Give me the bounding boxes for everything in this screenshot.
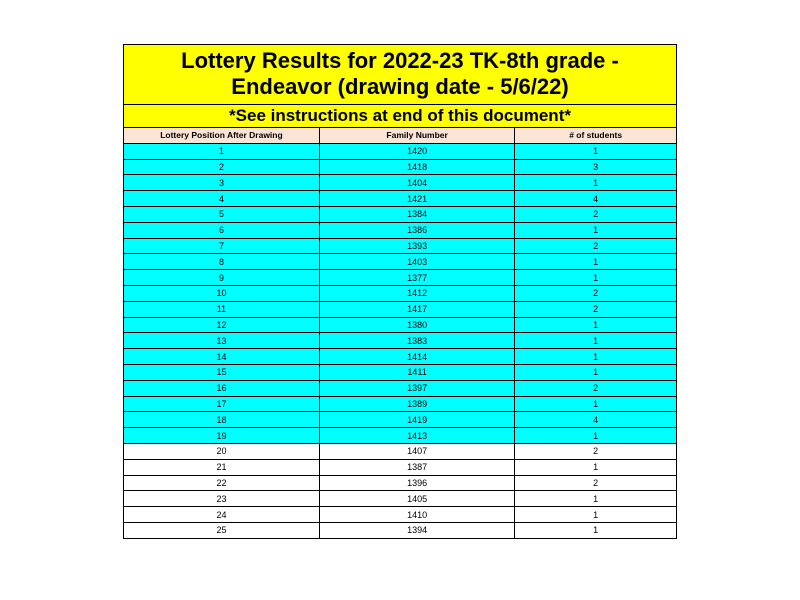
cell-student-count: 1 <box>515 175 676 191</box>
cell-position: 21 <box>124 459 319 475</box>
cell-position: 10 <box>124 285 319 301</box>
cell-student-count: 1 <box>515 396 676 412</box>
cell-position: 7 <box>124 238 319 254</box>
table-row <box>124 364 676 380</box>
cell-student-count: 4 <box>515 412 676 428</box>
cell-student-count: 1 <box>515 254 676 270</box>
column-header-family: Family Number <box>319 128 514 143</box>
cell-position: 25 <box>124 522 319 537</box>
cell-position: 24 <box>124 507 319 523</box>
instructions-note: *See instructions at end of this document* <box>124 105 676 128</box>
table-row <box>124 475 676 491</box>
title-banner <box>124 45 676 105</box>
cell-family-number: 1420 <box>319 143 514 159</box>
cell-student-count: 1 <box>515 222 676 238</box>
cell-family-number: 1407 <box>319 443 514 459</box>
cell-position: 20 <box>124 443 319 459</box>
table-header-row <box>124 128 676 143</box>
table-row <box>124 317 676 333</box>
cell-student-count: 2 <box>515 285 676 301</box>
table-row <box>124 380 676 396</box>
cell-family-number: 1417 <box>319 301 514 317</box>
cell-student-count: 1 <box>515 507 676 523</box>
cell-position: 12 <box>124 317 319 333</box>
cell-position: 11 <box>124 301 319 317</box>
cell-position: 3 <box>124 175 319 191</box>
cell-family-number: 1403 <box>319 254 514 270</box>
table-row <box>124 238 676 254</box>
cell-student-count: 1 <box>515 349 676 365</box>
cell-student-count: 4 <box>515 191 676 207</box>
title-line-2: Endeavor (drawing date - 5/6/22) <box>231 74 569 99</box>
table-row <box>124 222 676 238</box>
table-row <box>124 191 676 207</box>
cell-student-count: 2 <box>515 206 676 222</box>
table-row <box>124 333 676 349</box>
cell-student-count: 2 <box>515 238 676 254</box>
table-row <box>124 443 676 459</box>
cell-student-count: 2 <box>515 443 676 459</box>
cell-family-number: 1419 <box>319 412 514 428</box>
table-row <box>124 522 676 537</box>
cell-position: 13 <box>124 333 319 349</box>
cell-family-number: 1396 <box>319 475 514 491</box>
cell-student-count: 1 <box>515 459 676 475</box>
cell-family-number: 1421 <box>319 191 514 207</box>
table-row <box>124 285 676 301</box>
table-row <box>124 143 676 159</box>
cell-family-number: 1397 <box>319 380 514 396</box>
cell-student-count: 2 <box>515 380 676 396</box>
cell-student-count: 1 <box>515 364 676 380</box>
cell-family-number: 1418 <box>319 159 514 175</box>
cell-family-number: 1412 <box>319 285 514 301</box>
results-table-body <box>124 143 676 537</box>
cell-position: 4 <box>124 191 319 207</box>
cell-family-number: 1384 <box>319 206 514 222</box>
cell-position: 19 <box>124 428 319 444</box>
cell-student-count: 1 <box>515 522 676 537</box>
cell-position: 16 <box>124 380 319 396</box>
table-row <box>124 396 676 412</box>
cell-family-number: 1383 <box>319 333 514 349</box>
cell-student-count: 1 <box>515 143 676 159</box>
cell-family-number: 1377 <box>319 270 514 286</box>
table-row <box>124 412 676 428</box>
cell-position: 2 <box>124 159 319 175</box>
cell-position: 6 <box>124 222 319 238</box>
cell-student-count: 1 <box>515 317 676 333</box>
cell-position: 14 <box>124 349 319 365</box>
cell-family-number: 1393 <box>319 238 514 254</box>
cell-family-number: 1410 <box>319 507 514 523</box>
cell-position: 23 <box>124 491 319 507</box>
cell-position: 17 <box>124 396 319 412</box>
title-line-1: Lottery Results for 2022-23 TK-8th grade - <box>181 48 619 73</box>
cell-student-count: 1 <box>515 491 676 507</box>
table-row <box>124 206 676 222</box>
cell-family-number: 1411 <box>319 364 514 380</box>
cell-student-count: 3 <box>515 159 676 175</box>
table-row <box>124 159 676 175</box>
cell-position: 15 <box>124 364 319 380</box>
lottery-results-sheet <box>123 44 677 539</box>
column-header-position: Lottery Position After Drawing <box>124 128 319 143</box>
cell-family-number: 1389 <box>319 396 514 412</box>
table-row <box>124 491 676 507</box>
cell-family-number: 1404 <box>319 175 514 191</box>
cell-student-count: 2 <box>515 301 676 317</box>
cell-student-count: 1 <box>515 428 676 444</box>
table-row <box>124 459 676 475</box>
cell-position: 5 <box>124 206 319 222</box>
table-row <box>124 254 676 270</box>
table-row <box>124 301 676 317</box>
table-row <box>124 349 676 365</box>
cell-family-number: 1380 <box>319 317 514 333</box>
cell-position: 22 <box>124 475 319 491</box>
cell-family-number: 1387 <box>319 459 514 475</box>
cell-family-number: 1413 <box>319 428 514 444</box>
cell-student-count: 2 <box>515 475 676 491</box>
cell-position: 1 <box>124 143 319 159</box>
cell-position: 18 <box>124 412 319 428</box>
table-row <box>124 507 676 523</box>
table-row <box>124 270 676 286</box>
cell-student-count: 1 <box>515 333 676 349</box>
cell-family-number: 1386 <box>319 222 514 238</box>
cell-family-number: 1414 <box>319 349 514 365</box>
cell-family-number: 1394 <box>319 522 514 537</box>
cell-position: 9 <box>124 270 319 286</box>
table-row <box>124 428 676 444</box>
column-header-students: # of students <box>515 128 676 143</box>
cell-family-number: 1405 <box>319 491 514 507</box>
results-table <box>124 128 676 538</box>
cell-student-count: 1 <box>515 270 676 286</box>
table-row <box>124 175 676 191</box>
cell-position: 8 <box>124 254 319 270</box>
